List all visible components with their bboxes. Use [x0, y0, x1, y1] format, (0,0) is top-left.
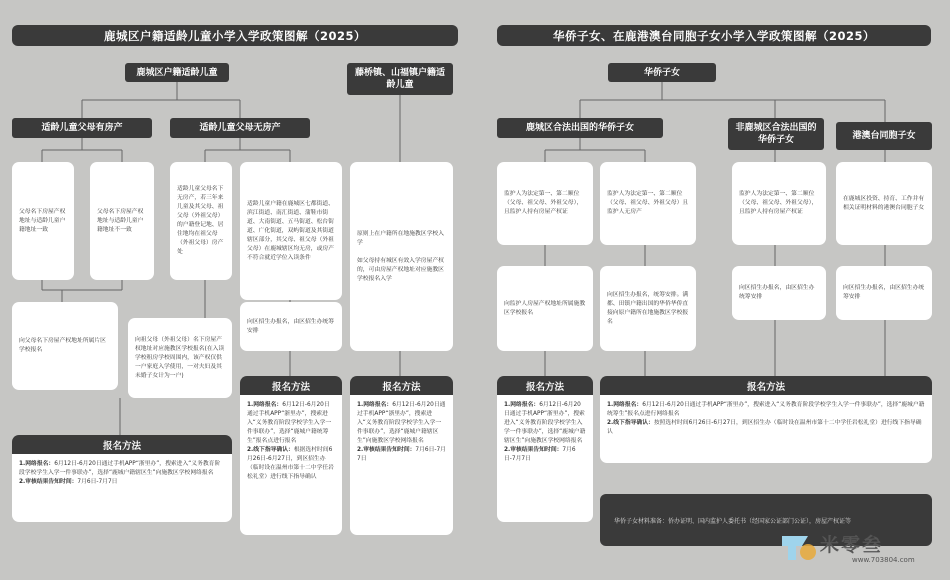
- node-luchen-children: 鹿城区户籍适龄儿童: [125, 63, 229, 82]
- card-non-luchen-guardian: 监护人为法定第一、第二顺位（父母、祖父母、外祖父母），且监护人持有房屋产权证: [732, 162, 826, 245]
- node-has-house: 适龄儿童父母有房产: [12, 118, 152, 138]
- right-page-title: 华侨子女、在鹿港澳台同胞子女小学入学政策图解（2025）: [497, 25, 931, 46]
- card-non-luchen-register: 向区招生办报名，由区招生办统筹安排: [732, 266, 826, 320]
- method-right-main-header: 报名方法: [600, 376, 932, 395]
- card-parent-mismatch: 父母名下房屋产权地址与适龄儿童户籍地址不一致: [90, 162, 154, 280]
- card-district-register: 向区招生办报名，由区招生办统筹安排: [240, 302, 342, 351]
- card-hk-register: 向区招生办报名，由区招生办统筹安排: [836, 266, 932, 320]
- card-hk-investor: 在鹿城区投资、持育、工作并有相关证明材料的港澳台同胞子女: [836, 162, 932, 245]
- card-town-school: 原则上在户籍所在地施教区学校入学 如父母持有城区有效入学房屋产权的，可由房屋产权地址对应施教区学校报名入学: [350, 162, 453, 351]
- watermark-logo-icon: [778, 532, 818, 562]
- materials-footer: 华侨子女材料准备：侨办证明、国内监护人委托书（经国家公证部门公证），房屋产权证等: [600, 494, 932, 546]
- method-main-header: 报名方法: [12, 435, 232, 454]
- watermark-url: www.703804.com: [852, 556, 915, 564]
- card-grandparent-house: 适龄儿童父母名下无房产，若三年来儿童及其父母、祖父母（外祖父母）的户籍登记地、居住地均在祖父母（外祖父母）房产处: [170, 162, 232, 280]
- card-zone-register: 向父母名下房屋产权地址所属片区学校报名: [12, 302, 118, 390]
- method-mid-body: 1.网络报名：6月12日-6月20日通过手机APP“浙里办”，搜索进入“义务教育阶段学校学生入学一件事联办”，选择“鹿城户籍统筹生”报名点进行报名 2.线下指导确认：根据选村时间6月26日-6月27日，到区招生办（临时设在温州市第十二中学任岩松礼堂）进行线下指导确认: [240, 395, 342, 535]
- method-right-main-body: 1.网络报名：6月12日-6月20日通过手机APP“浙里办”，搜索进入“义务教育阶段学校学生入学一件事联办”，选择“鹿城户籍统筹生”报名点进行网络报名 2.线下指导确认：按照选村时间6月26日-6月27日，到区招生办（临时设在温州市第十二中学任岩松礼堂）进行线下指导确认: [600, 395, 932, 463]
- method-right-left-header: 报名方法: [497, 376, 593, 395]
- method-right-left-body: 1.网络报名：6月12日-6月20日通过手机APP“浙里办”，搜索进入“义务教育阶段学校学生入学一件事联办”，选择“鹿城户籍辖区生”向施教区学校网络报名 2.审核结果告知时间：7月6日-7月7日: [497, 395, 593, 522]
- node-legal-non-luchen: 非鹿城区合法出国的华侨子女: [728, 118, 824, 150]
- card-old-street: 适龄儿童户籍在鹿城区七都街道、滨江街道、南汇街道、蒲鞋市街道、大南街道、五马街道、松台街道、广化街道，双屿街道及其街道辖区部分，其父母、祖父母（外祖父母）在鹿城辖区均无房，或房产不符合就近学位入读条件: [240, 162, 342, 300]
- method-mid-header: 报名方法: [240, 376, 342, 395]
- node-no-house: 适龄儿童父母无房产: [170, 118, 310, 138]
- card-house-register: 向监护人房屋产权地址所属施教区学校报名: [497, 266, 593, 351]
- node-tengqiao-children: 藤桥镇、山福镇户籍适龄儿童: [347, 63, 453, 95]
- watermark-text: 米零叁: [820, 534, 884, 556]
- node-hk-macao-taiwan: 港澳台同胞子女: [836, 122, 932, 150]
- card-guardian-house: 监护人为法定第一、第二顺位（父母、祖父母、外祖父母），且监护人持有房屋产权证: [497, 162, 593, 245]
- left-page-title: 鹿城区户籍适龄儿童小学入学政策图解（2025）: [12, 25, 458, 46]
- method-town-header: 报名方法: [350, 376, 453, 395]
- node-overseas-children: 华侨子女: [608, 63, 716, 82]
- card-guardian-nohouse: 监护人为法定第一、第二顺位（父母、祖父母、外祖父母）且监护人无房产: [600, 162, 696, 245]
- method-main-body: 1.网络报名：6月12日-6月20日通过手机APP“浙里办”，搜索进入“义务教育阶段学校学生入学一件事联办”，选择“鹿城户籍辖区生”向施教区学校网络报名 2.审核结果告知时间：7月6日-7月7日: [12, 454, 232, 522]
- card-parent-match: 父母名下房屋产权地址与适龄儿童户籍地址一致: [12, 162, 74, 280]
- method-town-body: 1.网络报名：6月12日-6月20日通过手机APP“浙里办”，搜索进入“义务教育阶段学校学生入学一件事联办”，选择“鹿城户籍辖区生”向施教区学校网络报名 2.审核结果告知时间：7月6日-7月7日: [350, 395, 453, 535]
- node-legal-luchen: 鹿城区合法出国的华侨子女: [497, 118, 663, 138]
- card-nohouse-register: 向区招生办报名，统筹安排。满都、田镇户籍出国的华侨华侨直接向原户籍所在地施教区学校报名: [600, 266, 696, 351]
- card-grandparent-register: 向祖父母（外祖父母）名下房屋产权地址对应施教区学校报名(在入读学校租房学校周围内，该产权仅供一户家庭入学使用，一对夫妇及其未婚子女计为一户): [128, 318, 232, 398]
